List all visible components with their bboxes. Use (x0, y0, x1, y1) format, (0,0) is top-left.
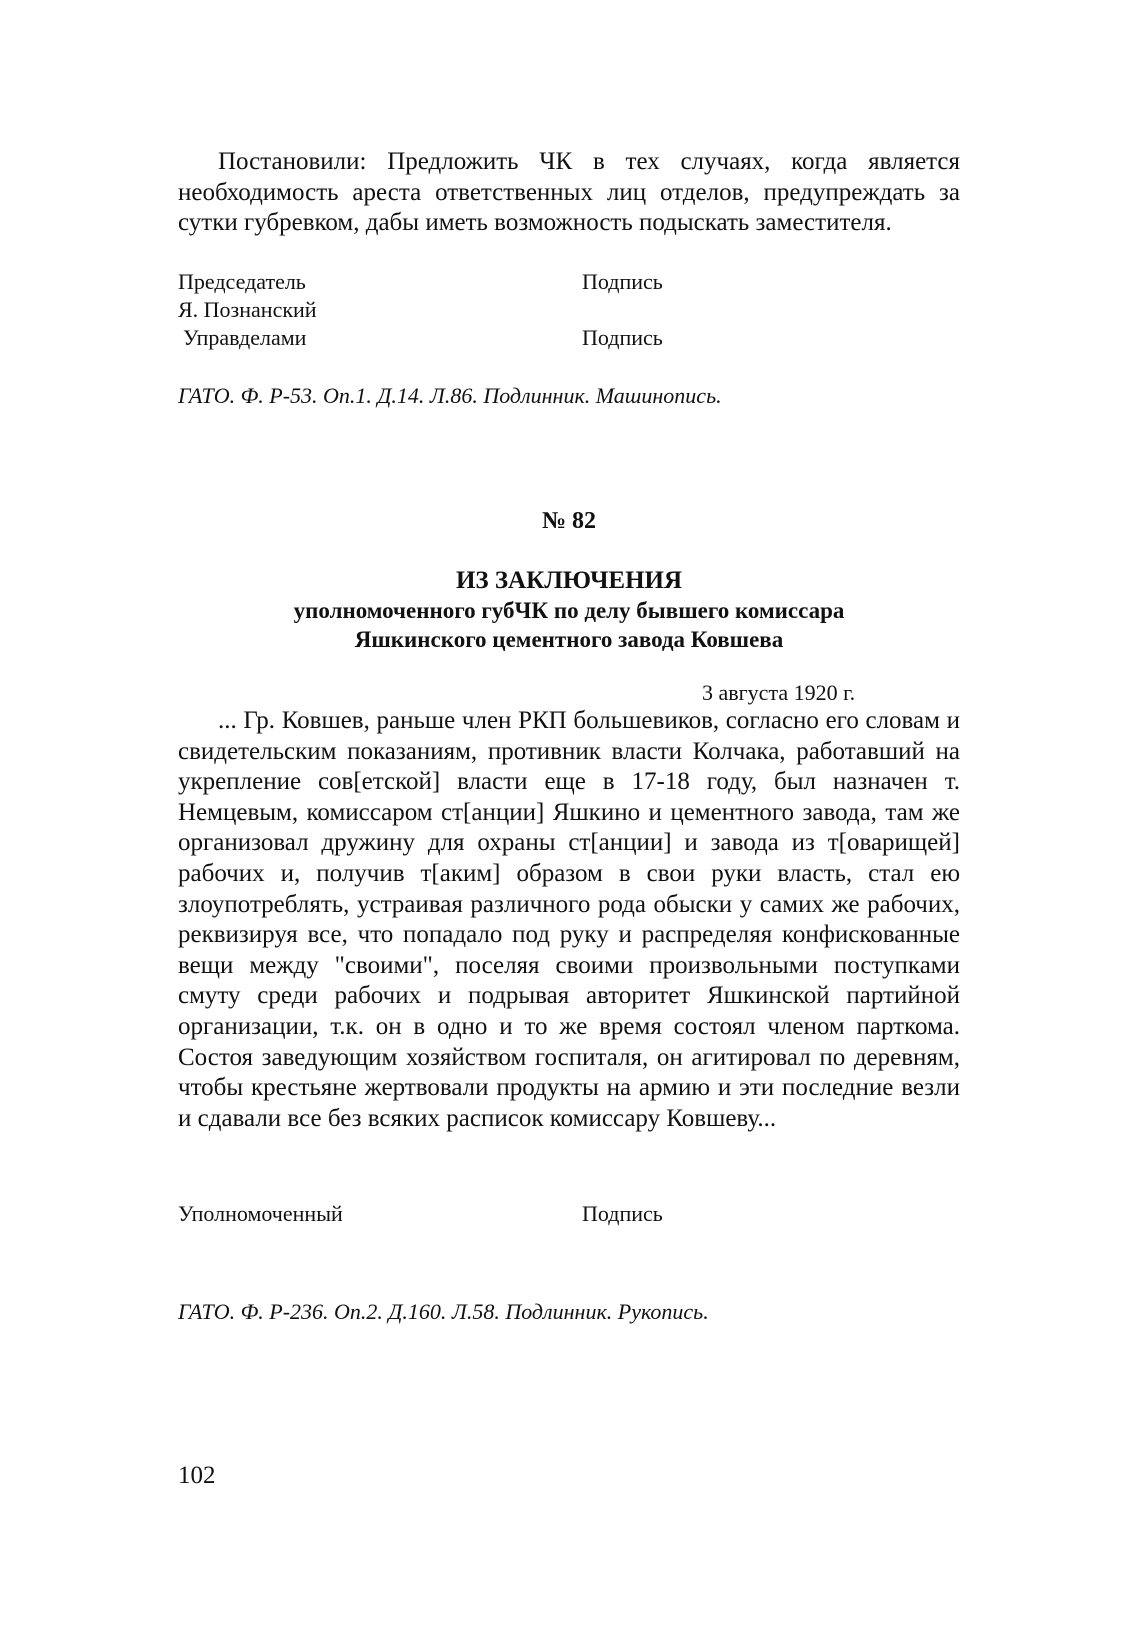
signature-row (178, 268, 960, 296)
signature-block-previous (178, 268, 960, 352)
signature-block-current (178, 1200, 960, 1228)
document-heading (158, 566, 980, 654)
signatory-name-row (178, 296, 960, 324)
signatory-name: Я. Познанский (178, 297, 317, 322)
document-number: № 82 (541, 508, 597, 534)
archive-source-citation: ГАТО. Ф. Р-53. Оп.1. Д.14. Л.86. Подлинник. Машинопись. (178, 383, 722, 408)
signatory-title: Уполномоченный (178, 1201, 343, 1226)
signature-row (178, 1200, 960, 1228)
document-body: ... Гр. Ковшев, раньше член РКП большевиков, согласно его словам и свидетельским показаниям, противник власти Колчака, работавший на укрепление сов[етской] власти еще в 17-18 году, был назначен т. Немцевым, комиссаром ст[анции] Яшкино и цементного завода, там же организовал дружину для охраны ст[анции] и завода из т[оварищей] рабочих и, получив т[аким] образом в свои руки власть, стал ею злоупотреблять, устраивая различного рода обыски у самих же рабочих, реквизируя все, что попадало под руку и распределяя конфискованные вещи между "своими", поселяя своими произвольными поступками смуту среди рабочих и подрывая авторитет Яшкинской партийной организации, т.к. он в одно и то же время состоял членом парткома. Состоя заведующим хозяйством госпиталя, он агитировал по деревням, чтобы крестьяне жертвовали продукты на армию и эти последние везли и сдавали все без всяких расписок комиссару Ковшеву... (178, 707, 960, 1132)
document-subtitle-line: уполномоченного губЧК по делу бывшего комиссара (293, 598, 845, 623)
document-title: ИЗ ЗАКЛЮЧЕНИЯ (455, 567, 683, 594)
signature-mark: Подпись (582, 269, 663, 294)
document-date: 3 августа 1920 г. (702, 680, 856, 705)
signatory-title: Управделами (183, 325, 307, 350)
resolution-paragraph: Постановили: Предложить ЧК в тех случаях, когда является необходимость ареста ответственных лиц отделов, предупреждать за сутки губревком, дабы иметь возможность подыскать заместителя. (178, 148, 960, 237)
archive-source-citation: ГАТО. Ф. Р-236. Оп.2. Д.160. Л.58. Подлинник. Рукопись. (178, 1299, 709, 1324)
signature-mark: Подпись (582, 1201, 663, 1226)
document-subtitle-line: Яшкинского цементного завода Ковшева (354, 627, 784, 652)
page-number: 102 (178, 1462, 216, 1489)
signature-mark: Подпись (582, 325, 663, 350)
signature-row (178, 324, 960, 352)
signatory-title: Председатель (178, 269, 306, 294)
